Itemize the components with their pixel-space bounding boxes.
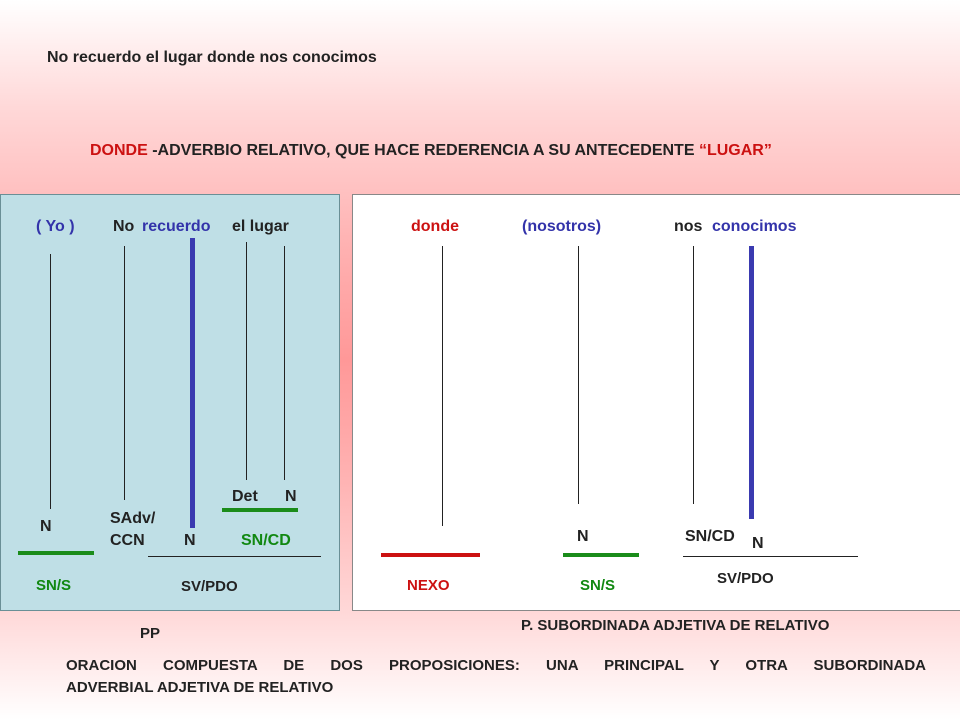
main-subject-underline (18, 551, 94, 555)
main-cd-underline (222, 508, 298, 512)
el-connector-line (246, 242, 247, 480)
main-sn-cd: SN/CD (241, 532, 291, 549)
word-conocimos: conocimos (712, 218, 797, 235)
sub-clause-panel (352, 194, 960, 611)
conclusion-line2: ADVERBIAL ADJETIVA DE RELATIVO (66, 679, 334, 696)
main-sadv-line1: SAdv/ (110, 510, 156, 527)
main-sv-pdo: SV/PDO (181, 578, 238, 595)
word-nos: nos (674, 218, 703, 235)
main-n-noun: N (285, 488, 297, 505)
main-det: Det (232, 488, 258, 505)
nexo-underline (381, 553, 480, 557)
yo-connector-line (50, 254, 51, 509)
explanation-donde: DONDE (90, 142, 148, 159)
donde-connector-line (442, 246, 443, 526)
sub-n-verb: N (752, 535, 764, 552)
no-connector-line (124, 246, 125, 500)
main-sn-s: SN/S (36, 577, 72, 594)
nosotros-connector-line (578, 246, 579, 504)
nos-connector-line (693, 246, 694, 504)
main-n-subject: N (40, 518, 52, 535)
word-recuerdo: recuerdo (142, 218, 211, 235)
conclusion-line1: ORACION COMPUESTA DE DOS PROPOSICIONES: UNA PRINCIPAL Y OTRA SUBORDINADA (66, 657, 926, 674)
main-n-verb: N (184, 532, 196, 549)
sub-nexo: NEXO (407, 577, 450, 594)
lugar-connector-line (284, 246, 285, 480)
word-donde: donde (411, 218, 459, 235)
sub-predicate-line (683, 556, 858, 557)
sentence-title: No recuerdo el lugar donde nos conocimos (47, 49, 377, 66)
sub-n-subject: N (577, 528, 589, 545)
sub-subject-underline (563, 553, 639, 557)
word-yo: ( Yo ) (36, 218, 75, 235)
sub-sv-pdo: SV/PDO (717, 570, 774, 587)
word-nosotros: (nosotros) (522, 218, 602, 235)
recuerdo-nucleus-line (190, 238, 195, 528)
explanation-line (90, 142, 772, 160)
sub-proposition-label: P. SUBORDINADA ADJETIVA DE RELATIVO (521, 617, 830, 634)
explanation-text: -ADVERBIO RELATIVO, QUE HACE REDERENCIA A SU ANTECEDENTE (147, 142, 699, 159)
conocimos-nucleus-line (749, 246, 754, 519)
word-el-lugar: el lugar (232, 218, 289, 235)
main-predicate-line (148, 556, 321, 557)
main-proposition-label: PP (140, 625, 161, 642)
sub-sn-cd: SN/CD (685, 528, 735, 545)
word-no: No (113, 218, 135, 235)
main-sadv-line2: CCN (110, 532, 145, 549)
explanation-antecedent: “LUGAR” (698, 142, 772, 159)
sub-sn-s: SN/S (580, 577, 616, 594)
